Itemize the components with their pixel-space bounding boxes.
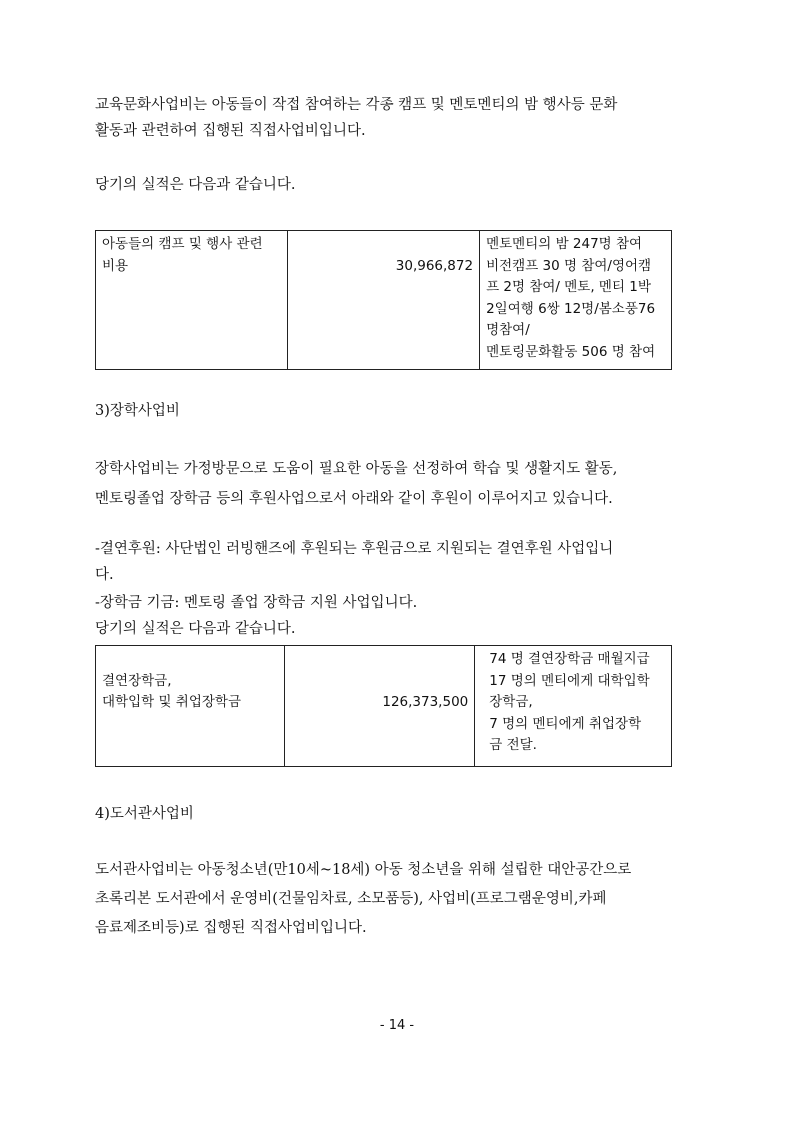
intro-line-2: 활동과 관련하여 집행된 직접사업비입니다. — [95, 123, 366, 139]
culture-expense-table — [95, 230, 672, 370]
table-cell-amount: 126,373,500 — [284, 646, 475, 767]
table-row — [96, 231, 672, 370]
scholarship-table — [95, 645, 672, 767]
section-3-heading: 3)장학사업비 — [95, 403, 180, 419]
note-line: 비전캠프 30 명 참여/영어캠 — [486, 257, 652, 274]
section-4-line-3: 음료제조비등)로 집행된 직접사업비입니다. — [95, 920, 367, 936]
section-4-line-2: 초록리본 도서관에서 운영비(건물임차료, 소모품등), 사업비(프로그램운영비,카페 — [95, 891, 607, 907]
table-cell-item — [96, 646, 285, 767]
note-line: 2일여행 6쌍 12명/봄소풍76 — [486, 300, 656, 317]
table-cell-amount: 30,966,872 — [287, 231, 479, 370]
note-line: 17 명의 멘티에게 대학입학 — [489, 672, 650, 689]
page-number: - 14 - — [379, 1018, 415, 1033]
note-line: 멘토링문화활동 506 명 참여 — [486, 343, 656, 360]
note-line: 74 명 결연장학금 매월지급 — [489, 651, 650, 667]
intro-current-label: 당기의 실적은 다음과 같습니다. — [95, 177, 296, 193]
section-4-paragraph — [95, 856, 631, 943]
item-line: 결연장학금, — [102, 672, 172, 689]
intro-line-1: 교육문화사업비는 아동들이 작접 참여하는 각종 캠프 및 멘토멘티의 밤 행사등 문화 — [95, 97, 618, 113]
note-line: 명참여/ — [486, 322, 530, 338]
note-line: 7 명의 멘티에게 취업장학 — [489, 715, 642, 732]
section-3-line-1: 장학사업비는 가정방문으로 도움이 필요한 아동을 선정하여 학습 및 생활지도 활동, — [95, 461, 618, 477]
section-4-line-1: 도서관사업비는 아동청소년(만10세~18세) 아동 청소년을 위해 설립한 대안공간으로 — [95, 862, 632, 878]
section-4-heading: 4)도서관사업비 — [95, 806, 194, 822]
intro-paragraph — [95, 92, 617, 144]
item-1-line-1: -결연후원: 사단법인 러빙핸즈에 후원되는 후원금으로 지원되는 결연후원 사업입니 — [95, 541, 614, 557]
section-3-line-2: 멘토링졸업 장학금 등의 후원사업으로서 아래와 같이 후원이 이루어지고 있습니다. — [95, 491, 613, 507]
note-line: 프 2명 참여/ 멘토, 멘티 1박 — [486, 279, 651, 295]
item-line: 비용 — [102, 257, 129, 274]
section-3-paragraph — [95, 454, 617, 514]
item-1-line-2: 다. — [95, 567, 114, 583]
section-3-item-2: -장학금 기금: 멘토링 졸업 장학금 지원 사업입니다. — [95, 595, 418, 611]
item-line: 대학입학 및 취업장학금 — [102, 694, 241, 710]
table-cell-note — [480, 231, 672, 370]
note-line: 금 전달. — [489, 737, 537, 753]
section-3-item-1 — [95, 536, 613, 588]
table-cell-item — [96, 231, 288, 370]
note-line: 장학금, — [489, 694, 533, 710]
note-line: 멘토멘티의 밤 247명 참여 — [486, 236, 643, 252]
table-row — [96, 646, 672, 767]
table-cell-note — [475, 646, 672, 767]
item-line: 아동들의 캠프 및 행사 관련 — [102, 236, 263, 252]
section-3-current-label: 당기의 실적은 다음과 같습니다. — [95, 621, 296, 637]
